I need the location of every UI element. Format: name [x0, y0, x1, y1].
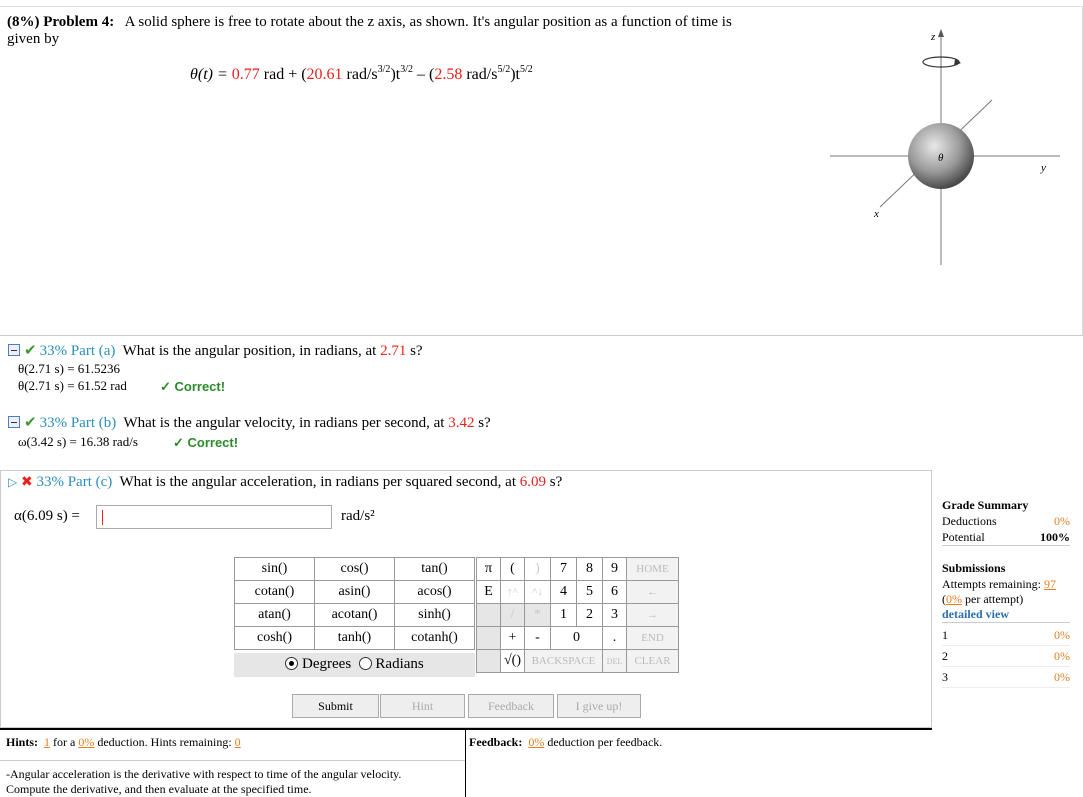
fn-tanh[interactable]: tanh() [315, 627, 395, 650]
part-a-q-end: s? [406, 343, 423, 359]
part-a-header[interactable] [8, 341, 423, 360]
part-a-line2: θ(2.71 s) = 61.52 rad [18, 378, 127, 393]
part-c-header[interactable] [8, 474, 562, 491]
eq-texp-c: 5/2 [520, 64, 533, 75]
collapse-icon[interactable] [8, 344, 20, 356]
key-rparen[interactable]: ) [525, 558, 551, 581]
key-minus[interactable]: - [525, 627, 551, 650]
feedback-panel [466, 728, 932, 797]
key-del[interactable]: DEL [603, 650, 627, 673]
sphere-figure [830, 25, 1070, 270]
key-1[interactable]: 1 [551, 604, 577, 627]
submission-row [942, 625, 1070, 646]
attempts-line [942, 576, 1070, 592]
part-c-value: 6.09 [519, 474, 547, 490]
submission-num: 1 [942, 628, 948, 642]
fn-cotanh[interactable]: cotanh() [395, 627, 475, 650]
deductions-value: 0% [1054, 514, 1070, 528]
checkmark-icon: ✔ [24, 415, 37, 431]
answer-label: α(6.09 s) = [14, 508, 80, 524]
fn-sin[interactable]: sin() [235, 558, 315, 581]
key-blank [477, 604, 501, 627]
key-down[interactable]: ^↓ [525, 581, 551, 604]
hints-for-a: for a [50, 735, 79, 749]
key-9[interactable]: 9 [603, 558, 627, 581]
submission-val: 0% [1054, 649, 1070, 663]
submit-button[interactable]: Submit [292, 694, 379, 718]
eq-unit-b: rad/s [342, 66, 378, 83]
fn-cosh[interactable]: cosh() [235, 627, 315, 650]
key-5[interactable]: 5 [577, 581, 603, 604]
x-label: x [874, 208, 879, 220]
key-end[interactable]: END [627, 627, 679, 650]
radians-label: Radians [375, 656, 424, 672]
collapse-icon[interactable] [8, 416, 20, 428]
key-8[interactable]: 8 [577, 558, 603, 581]
fn-cotan[interactable]: cotan() [235, 581, 315, 604]
fn-tan[interactable]: tan() [395, 558, 475, 581]
eq-coef-b: 20.61 [306, 66, 343, 83]
key-7[interactable]: 7 [551, 558, 577, 581]
key-right[interactable]: → [627, 604, 679, 627]
key-lparen[interactable]: ( [501, 558, 525, 581]
part-b-value: 3.42 [448, 415, 475, 431]
part-c-label: 33% Part (c) [36, 474, 113, 490]
hints-deduction: deduction. Hints remaining: [94, 735, 235, 749]
eq-unit-a: rad + ( [259, 66, 307, 83]
per-attempt-line: (0% per attempt) [942, 592, 1024, 606]
key-sqrt[interactable]: √() [501, 650, 525, 673]
part-c-question: What is the angular acceleration, in radians per squared second, at [119, 474, 517, 490]
key-divide[interactable]: / [501, 604, 525, 627]
key-2[interactable]: 2 [577, 604, 603, 627]
theta-label: θ [938, 152, 944, 164]
part-a-question: What is the angular position, in radians, at [122, 343, 377, 359]
fn-acotan[interactable]: acotan() [315, 604, 395, 627]
hint-text-1: -Angular acceleration is the derivative with respect to time of the angular velocity. [6, 767, 402, 781]
submission-row [942, 667, 1070, 688]
hints-line [0, 730, 465, 754]
detailed-view-link[interactable]: detailed view [942, 606, 1070, 623]
problem-statement [7, 14, 797, 48]
key-clear[interactable]: CLEAR [627, 650, 679, 673]
eq-coef-a: 0.77 [231, 66, 260, 83]
submission-num: 3 [942, 670, 948, 684]
eq-t-c: )t [510, 66, 520, 83]
key-dot[interactable]: . [603, 627, 627, 650]
keypad [476, 557, 679, 673]
key-home[interactable]: HOME [627, 558, 679, 581]
part-b-correct: ✓ Correct! [173, 435, 239, 450]
eq-texp-b: 3/2 [400, 64, 413, 75]
submission-num: 2 [942, 649, 948, 663]
feedback-label: Feedback: [469, 735, 523, 749]
wrong-x-icon: ✖ [20, 475, 33, 490]
feedback-text: deduction per feedback. [544, 735, 663, 749]
checkmark-icon: ✔ [24, 343, 37, 359]
feedback-button[interactable]: Feedback [468, 694, 554, 718]
answer-input[interactable] [96, 505, 332, 529]
part-a-value: 2.71 [380, 343, 407, 359]
theta-equation [190, 64, 533, 84]
hint-text [0, 760, 465, 797]
hints-count: 1 [44, 735, 51, 749]
key-multiply[interactable]: * [525, 604, 551, 627]
degrees-radio[interactable] [285, 657, 298, 670]
problem-text-1: A solid sphere is free to rotate about the z axis, as shown. It's angular position as a function of time is [124, 14, 732, 30]
part-a-correct: ✓ Correct! [160, 379, 226, 394]
part-b-label: 33% Part (b) [39, 415, 117, 431]
key-0[interactable]: 0 [551, 627, 603, 650]
fn-acos[interactable]: acos() [395, 581, 475, 604]
submission-val: 0% [1054, 670, 1070, 684]
attempts-label: Attempts remaining: [942, 577, 1041, 591]
submissions-title: Submissions [942, 561, 1006, 575]
hints-remaining: 0 [234, 735, 241, 749]
potential-label: Potential [942, 530, 985, 544]
answer-unit: rad/s² [341, 508, 375, 524]
hint-button[interactable]: Hint [380, 694, 465, 718]
part-c-q-end: s? [546, 474, 563, 490]
eq-unit-c: rad/s [462, 66, 498, 83]
key-pi[interactable]: π [477, 558, 501, 581]
fn-cos[interactable]: cos() [315, 558, 395, 581]
eq-lhs: θ(t) = [190, 66, 232, 83]
part-b-q-end: s? [474, 415, 491, 431]
potential-value: 100% [1040, 530, 1070, 544]
key-backspace[interactable]: BACKSPACE [525, 650, 603, 673]
part-a-line1: θ(2.71 s) = 61.5236 [18, 361, 121, 376]
key-4[interactable]: 4 [551, 581, 577, 604]
key-blank [477, 650, 501, 673]
key-plus[interactable]: + [501, 627, 525, 650]
part-b-header[interactable] [8, 413, 491, 432]
submission-row [942, 646, 1070, 667]
key-blank [477, 627, 501, 650]
key-up[interactable]: ↑^ [501, 581, 525, 604]
per-attempt-pct: 0% [946, 592, 962, 606]
key-e[interactable]: E [477, 581, 501, 604]
key-6[interactable]: 6 [603, 581, 627, 604]
part-b-question: What is the angular velocity, in radians per second, at [123, 415, 445, 431]
hint-text-2: Compute the derivative, and then evaluate at the specified time. [6, 782, 312, 796]
degrees-label: Degrees [302, 656, 352, 672]
key-left[interactable]: ← [627, 581, 679, 604]
function-pad [234, 557, 475, 650]
attempts-value: 97 [1043, 577, 1056, 591]
feedback-line [466, 730, 932, 754]
eq-coef-c: 2.58 [434, 66, 463, 83]
fn-asin[interactable]: asin() [315, 581, 395, 604]
eq-exp-b: 3/2 [377, 64, 391, 75]
part-b-line1: ω(3.42 s) = 16.38 rad/s [18, 434, 138, 449]
part-a-label: 33% Part (a) [39, 343, 116, 359]
grade-title: Grade Summary [942, 498, 1029, 512]
hints-pct: 0% [78, 735, 95, 749]
z-label: z [931, 31, 936, 43]
angle-mode [234, 653, 475, 677]
fn-atan[interactable]: atan() [235, 604, 315, 627]
submission-val: 0% [1054, 628, 1070, 642]
hints-label: Hints: [6, 735, 39, 749]
radians-radio[interactable] [359, 657, 372, 670]
eq-exp-c: 5/2 [497, 64, 511, 75]
give-up-button[interactable]: I give up! [557, 694, 641, 718]
expand-arrow-icon[interactable]: ▷ [8, 475, 18, 489]
grade-summary [942, 497, 1070, 688]
problem-header: (8%) Problem 4: [7, 14, 115, 30]
eq-minus: – ( [413, 66, 435, 83]
deductions-label: Deductions [942, 514, 997, 528]
fn-sinh[interactable]: sinh() [395, 604, 475, 627]
feedback-pct: 0% [528, 735, 545, 749]
hints-panel [0, 728, 466, 797]
problem-text-2: given by [7, 31, 60, 47]
eq-t-b: )t [390, 66, 401, 83]
y-label: y [1041, 162, 1046, 174]
key-3[interactable]: 3 [603, 604, 627, 627]
per-attempt-text: per attempt) [962, 592, 1024, 606]
